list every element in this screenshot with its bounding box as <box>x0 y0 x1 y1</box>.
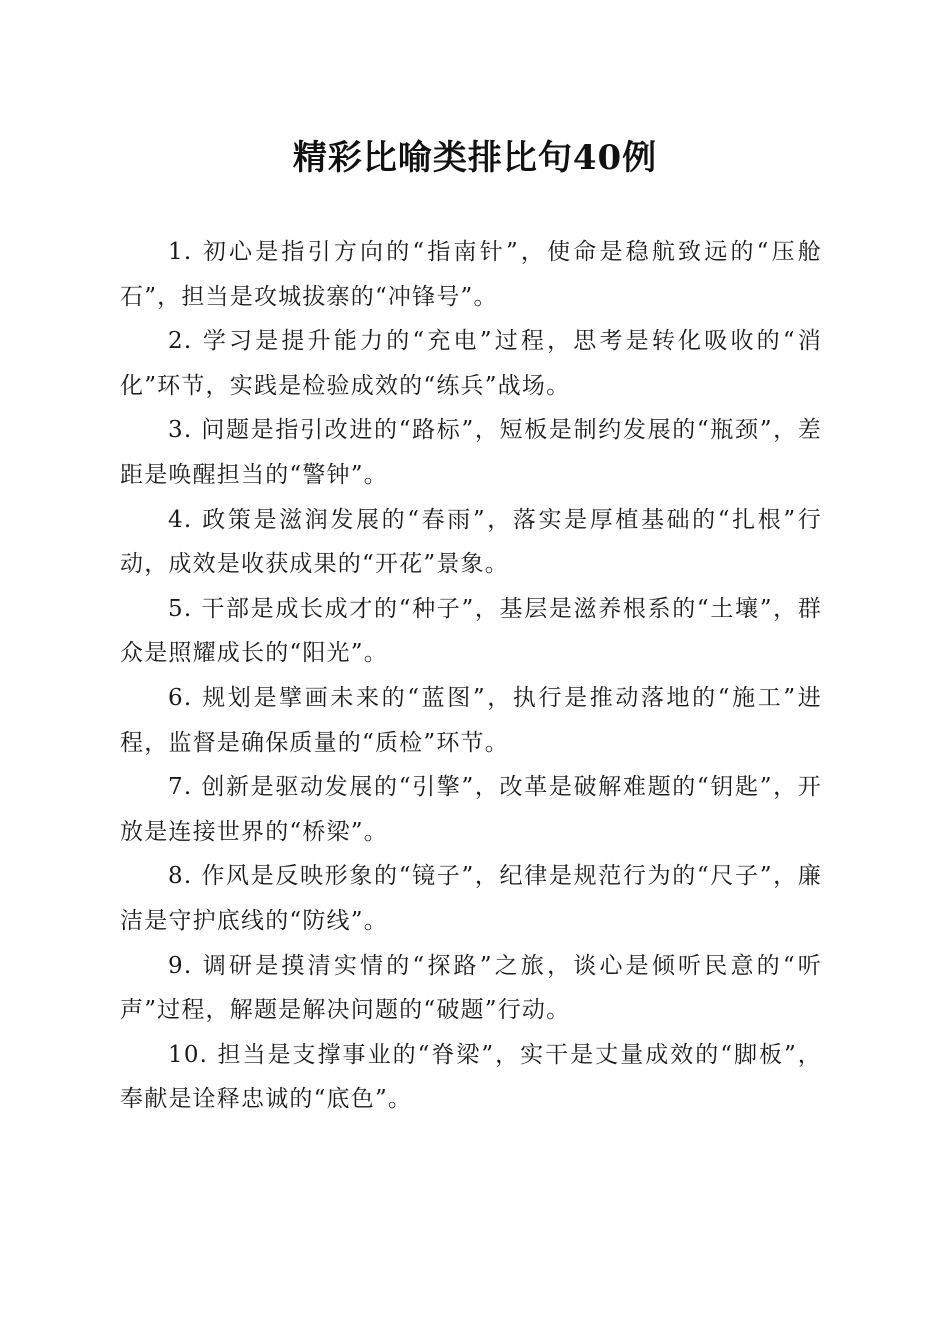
paragraph-4: 4. 政策是滋润发展的“春雨”，落实是厚植基础的“扎根”行动，成效是收获成果的“开花”景象。 <box>120 506 822 578</box>
paragraph-7: 7. 创新是驱动发展的“引擎”，改革是破解难题的“钥匙”，开放是连接世界的“桥梁”。 <box>120 774 822 845</box>
document-body <box>120 230 822 1122</box>
paragraph-5: 5. 干部是成长成才的“种子”，基层是滋养根系的“土壤”，群众是照耀成长的“阳光”。 <box>120 595 822 667</box>
paragraph-9: 9. 调研是摸清实情的“探路”之旅，谈心是倾听民意的“听声”过程，解题是解决问题的“破题”行动。 <box>120 952 822 1024</box>
paragraph-1: 1. 初心是指引方向的“指南针”，使命是稳航致远的“压舱石”，担当是攻城拔寨的“冲锋号”。 <box>120 239 822 310</box>
paragraph-3: 3. 问题是指引改进的“路标”，短板是制约发展的“瓶颈”，差距是唤醒担当的“警钟”。 <box>120 417 822 488</box>
paragraph-10: 10. 担当是支撑事业的“脊梁”，实干是丈量成效的“脚板”，奉献是诠释忠诚的“底色”。 <box>120 1041 822 1113</box>
paragraph-2: 2. 学习是提升能力的“充电”过程，思考是转化吸收的“消化”环节，实践是检验成效的“练兵”战场。 <box>120 328 822 399</box>
page-title: 精彩比喻类排比句40例 <box>292 138 658 178</box>
paragraph-8: 8. 作风是反映形象的“镜子”，纪律是规范行为的“尺子”，廉洁是守护底线的“防线”。 <box>120 863 822 934</box>
paragraph-6: 6. 规划是擘画未来的“蓝图”，执行是推动落地的“施工”进程，监督是确保质量的“质检”环节。 <box>120 684 822 756</box>
